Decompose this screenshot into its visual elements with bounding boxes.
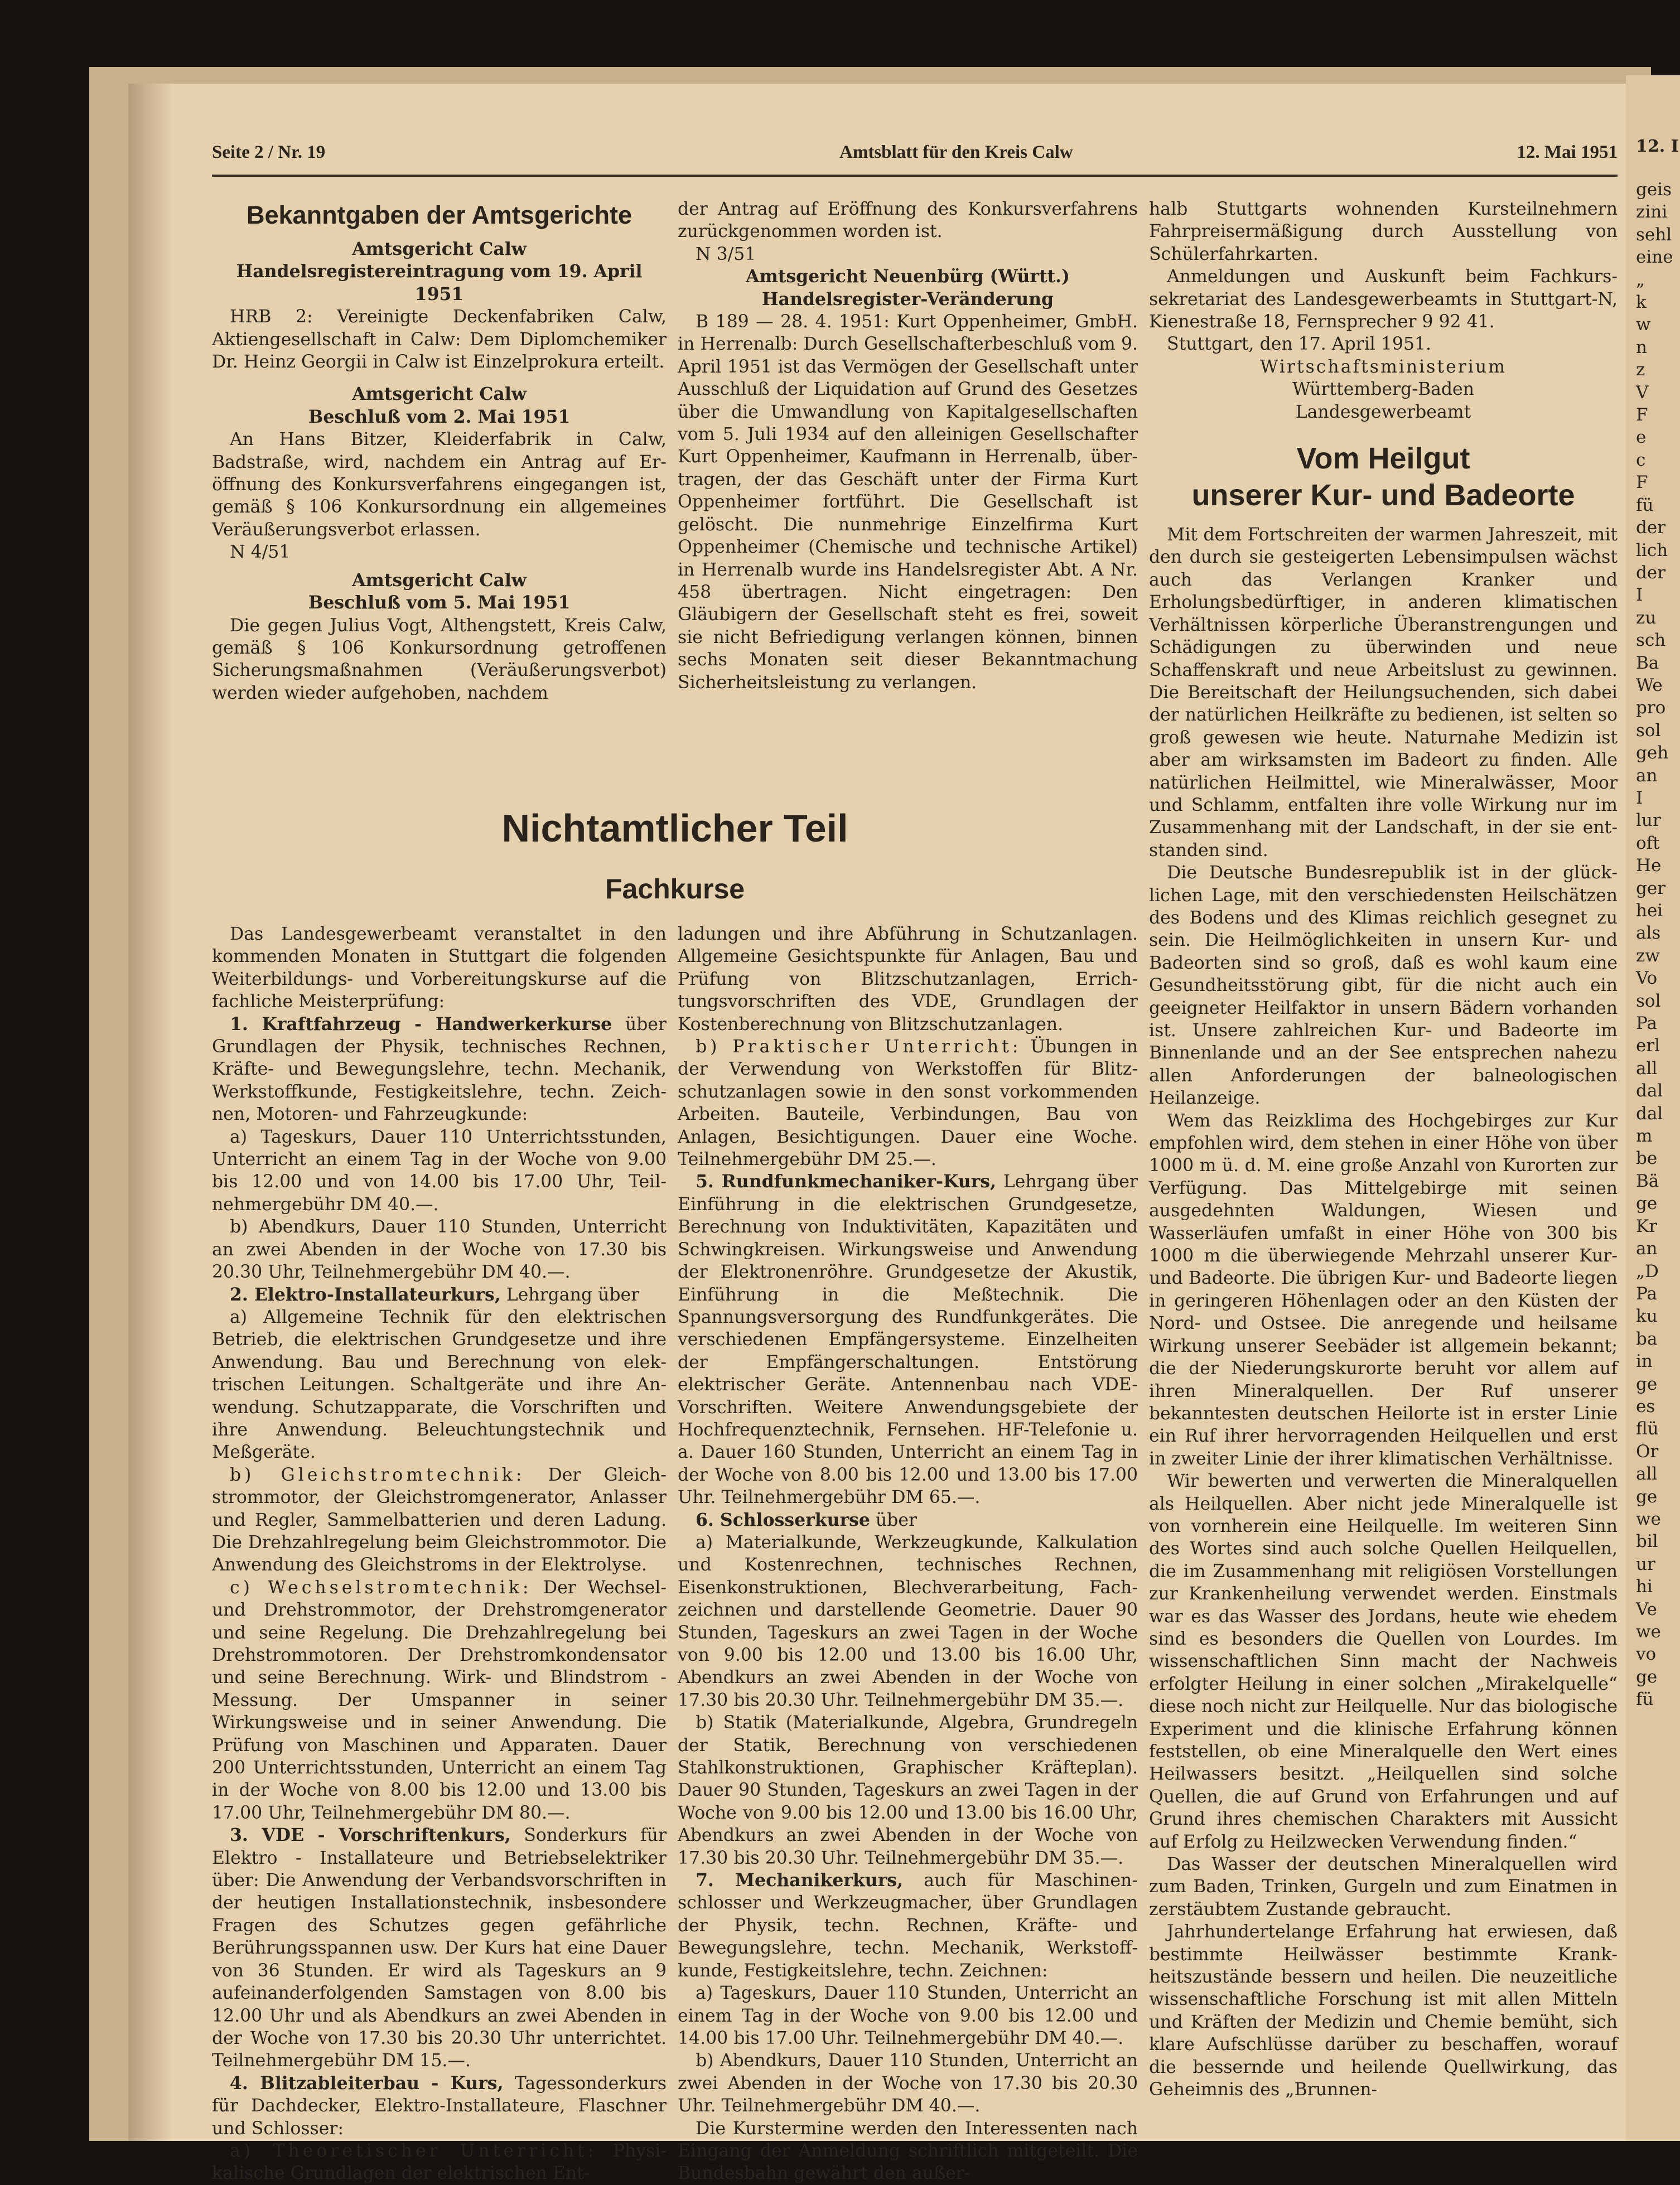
court-notices-column-2 — [678, 198, 1138, 694]
adjacent-text-fragment: c — [1636, 449, 1646, 470]
adjacent-text-fragment: all — [1636, 1058, 1658, 1079]
adjacent-text-fragment: flü — [1636, 1419, 1659, 1439]
adjacent-text-fragment: F — [1636, 405, 1648, 426]
adjacent-text-fragment: V — [1636, 382, 1649, 403]
masthead-page-number: Seite 2 / Nr. 19 — [212, 142, 326, 162]
adjacent-text-fragment: dal — [1636, 1081, 1663, 1101]
adjacent-text-fragment: we — [1636, 1622, 1661, 1642]
adjacent-text-fragment: Bä — [1636, 1171, 1659, 1191]
adjacent-text-fragment: all — [1636, 1464, 1658, 1485]
file-reference: N 3/51 — [696, 244, 756, 264]
paragraph: Anmeldungen und Auskunft beim Fachkurssekretariat des Landesgewerbeamts in Stuttgart-N, Kienestraße 18, Fernsprecher 9 92 41. — [1149, 267, 1618, 332]
article-paragraph: Die Deutsche Bundesrepublik ist in der glücklichen Lage, mit den verschiedensten Heilschätzen des Bodens und des Klimas reichlich gesegnet zu sein. Die Heilmöglichkeiten in unsern Kur- und Badeorten sind so groß, daß es wohl kaum eine Gesundheitsstörung gibt, für die nicht auch ein geeigneter Heilfaktor in unsern Bädern vorhanden ist. Unsere zahlreichen Kur- und Badeorte im Binnenlande und an der See entsprechen nahezu allen Anforderungen der balneologischen Heilanzeige. — [1149, 863, 1618, 1109]
article-title: Vom Heilgut unserer Kur- und Badeorte — [1191, 442, 1575, 513]
court-notice-text: B 189 — 28. 4. 1951: Kurt Oppenheimer, GmbH. in Herrenalb: Durch Gesellschafterbeschluß vom 9. April 1951 ist das Vermögen der Gesellschaft unter Ausschluß der Liquidation auf Grund des Gesetzes über die Umwandlung von Kapitalgesellschaften vom 5. Juli 1934 auf den alleinigen Gesellschafter Kurt Oppenheimer, Kaufmann in Herrenalb, übertragen, der das Geschäft unter der Firma Kurt Oppenheimer fortführt. Die Gesellschaft ist gelöscht. Die nunmehrige Einzelfirma Kurt Oppenheimer (Chemische und technische Artikel) in Herrenalb wurde ins Handelsregister Abt. A Nr. 458 übertragen. Nicht eingetragen: Den Gläubigern der Gesellschaft steht es frei, soweit sie nicht Befriedigung verlangen können, binnen sechs Monaten seit dieser Bekanntmachung Sicherheitsleistung zu verlangen. — [678, 312, 1138, 693]
paragraph: a) Tageskurs, Dauer 110 Stunden, Unterricht an einem Tag in der Woche von 9.00 bis 12.00 und 14.00 bis 17.00 Uhr. Teilnehmergebühr DM 40.—. — [678, 1983, 1138, 2048]
adjacent-text-fragment: We — [1636, 675, 1663, 695]
adjacent-text-fragment: z — [1636, 360, 1645, 380]
adjacent-text-fragment: sol — [1636, 720, 1661, 741]
adjacent-text-fragment: geh — [1636, 743, 1669, 763]
masthead-publication: Amtsblatt für den Kreis Calw — [839, 142, 1073, 162]
adjacent-text-fragment: es — [1636, 1396, 1655, 1417]
file-reference: N 4/51 — [230, 542, 291, 563]
column-3 — [1149, 198, 1618, 2101]
course-subitem: a) Theoretischer Unterricht: Physikalische Grundlagen der elektrischen Ent- — [212, 2140, 667, 2184]
paragraph: Die Kurstermine werden den Interessenten nach Eingang der Anmeldung schriftlich mitgeteilt. Die Bundesbahn gewährt den außer- — [678, 2118, 1138, 2184]
court-notice-text: An Hans Bitzer, Kleiderfabrik in Calw, Badstraße, wird, nachdem ein Antrag auf Eröffnung des Konkursverfahrens eingegangen ist, gemäß § 106 Konkursordnung ein allgemeines Veräußerungsverbot erlassen. — [212, 429, 667, 540]
adjacent-text-fragment: „ — [1636, 269, 1645, 290]
court-name: Amtsgericht Calw — [352, 384, 527, 405]
adjacent-text-fragment: ur — [1636, 1554, 1655, 1574]
adjacent-text-fragment: ge — [1636, 1486, 1658, 1507]
adjacent-text-fragment: erl — [1636, 1036, 1660, 1056]
adjacent-text-fragment: Vo — [1636, 968, 1658, 989]
adjacent-text-fragment: Pa — [1636, 1013, 1657, 1034]
adjacent-text-fragment: sehl — [1636, 224, 1672, 245]
binding-shadow — [128, 84, 173, 2141]
adjacent-text-fragment: bil — [1636, 1531, 1658, 1552]
adjacent-text-fragment: eine — [1636, 247, 1673, 268]
court-name: Amtsgericht Neuenbürg (Württ.) — [746, 266, 1070, 287]
paragraph: a) Tageskurs, Dauer 110 Unterrichtsstunden, Unterricht an einem Tag in der Woche von 9.00 bis 12.00 und von 14.00 bis 17.00 Uhr, Teilnehmergebühr DM 40.—. — [212, 1127, 667, 1215]
course-subitem: b) Praktischer Unterricht: Übungen in der Verwendung von Werkstoffen für Blitzschutzanlagen sowie in den sonst vorkommenden Arbeiten. Bauteile, Verbindungen, Bau von Anlagen, Besichtigungen. Dauer eine Woche. Teilnehmergebühr DM 25.—. — [678, 1037, 1138, 1170]
adjacent-text-fragment: Or — [1636, 1441, 1659, 1462]
article-paragraph: Wem das Reizklima des Hochgebirges zur Kur empfohlen wird, dem stehen in einer Höhe von über 1000 m ü. d. M. eine große Anzahl von Kurorten zur Verfügung. Das Mittelgebirge mit seinen ausgedehnten Waldungen, Wiesen und Wasserläufen umfaßt in einer Höhe von 300 bis 1000 m die überwiegende Mehrzahl unserer Kur- und Badeorte. Die übrigen Kur- und Badeorte liegen in geringeren Höhenlagen oder an den Küsten der Nord- und Ostsee. Die anregende und heilsame Wirkung unserer Seebäder ist allgemein bekannt; die der Niederungskurorte beruht vor allem auf ihren Mineralquellen. Der Ruf unserer bekanntesten deutschen Heilorte ist in erster Linie ein Ruf ihrer hervorragenden Heilquellen und erst in zweiter Linie der ihrer klimatischen Verhältnisse. — [1149, 1110, 1618, 1469]
court-notice-continued: der Antrag auf Eröffnung des Konkursverfahrens zurückgenommen worden ist. — [678, 199, 1138, 242]
article-paragraph: Wir bewerten und verwerten die Mineralquellen als Heilquellen. Aber nicht jede Mineralquelle ist von vornherein eine Heilquelle. Im weiteren Sinn des Wortes sind auch solche Quellen Heilquellen, die im Zusammenhang mit religiösen Vorstellungen zur Krankenheilung verwendet werden. Einstmals war es das Wasser des Jordans, heute wie ehedem sind es besonders die Quellen von Lourdes. Im wissenschaftlichen Sinn macht der Nachweis erfolgter Heilung in einer solchen „Mirakelquelle“ diese noch nicht zur Heilquelle. Nur das biologische Experiment und die klinische Erfahrung können feststellen, ob eine Mineralquelle den Wert eines Heilwassers besitzt. „Heilquellen sind solche Quellen, die auf Grund von Erfahrungen und auf Grund ihres chemischen Charakters mit Aussicht auf Erfolg zu Heilzwecken Verwendung finden.“ — [1149, 1471, 1618, 1852]
adjacent-text-fragment: zini — [1636, 202, 1668, 223]
course-item: 7. Mechanikerkurs, auch für Maschinenschlosser und Werkzeugmacher, über Grundlagen der Physik, techn. Rechnen, Kräfte- und Bewegungslehre, techn. Mechanik, Werkstoffkunde, Festigkeitslehre, techn. Zeichnen: — [678, 1870, 1138, 1981]
court-subject: Handelsregistereintragung vom 19. April 1951 — [236, 261, 643, 304]
adjacent-text-fragment: ge — [1636, 1193, 1658, 1214]
adjacent-text-fragment: m — [1636, 1126, 1653, 1147]
article-paragraph: Jahrhundertelange Erfahrung hat erwiesen, daß bestimmte Heilwässer bestimmte Krankheitszustände bessern und heilen. Die neuzeitliche wissenschaftliche Forschung ist mit allen Mitteln und Kräften der Medizin und Chemie bemüht, sich klare Aufschlüsse darüber zu beschaffen, worauf die bessernde und heilende Quellwirkung, das Geheimnis des „Brunnen- — [1149, 1922, 1618, 2100]
masthead-rule — [212, 175, 1618, 177]
course-item: 4. Blitzableiterbau - Kurs, Tagessonderkurs für Dachdecker, Elektro-Installateure, Flaschner und Schlosser: — [212, 2072, 667, 2139]
adjacent-text-fragment: oft — [1636, 833, 1660, 853]
signature-state: Württemberg-Baden — [1292, 379, 1474, 400]
section-title-nichtamtlicher-teil: Nichtamtlicher Teil — [501, 806, 848, 850]
course-item: 3. VDE - Vorschriftenkurs, Sonderkurs für Elektro - Installateure und Betriebselektriker über: Die Anwendung der Verbandsvorschriften in der heutigen Installationstechnik, insbesondere Fragen des Schutzes gegen gefährliche Berührungsspannen usw. Der Kurs hat eine Dauer von 36 Stunden. Er wird als Tageskurs an 9 aufeinanderfolgenden Samstagen von 8.00 bis 12.00 Uhr und als Abendkurs an zwei Abenden in der Woche von 17.30 bis 20.30 Uhr unterrichtet. Teilnehmergebühr DM 15.—. — [212, 1825, 667, 2071]
paragraph: a) Allgemeine Technik für den elektrischen Betrieb, die elektrischen Grundgesetze und ihre Anwendung. Bau und Berechnung von elektrischen Leitungen. Schaltgeräte und ihre Anwendung. Schutzapparate, die Vorschriften und ihre Anwendung. Beleuchtungstechnik und Meßgeräte. — [212, 1307, 667, 1463]
adjacent-text-fragment: sch — [1636, 630, 1666, 651]
course-subitem: b) Gleichstromtechnik: Der Gleichstrommotor, der Gleichstromgenerator, Anlasser und Regler, Sammelbatterien und deren Ladung. Die Drehzahlregelung beim Gleichstrommotor. Die Anwendung des Gleichstroms in der Elektrolyse. — [212, 1464, 667, 1575]
adjacent-page-fragment — [1626, 75, 1680, 2141]
adjacent-page-header: 12. I — [1636, 137, 1679, 156]
adjacent-text-fragment: I — [1636, 787, 1643, 808]
adjacent-text-fragment: ba — [1636, 1328, 1658, 1349]
adjacent-text-fragment: w — [1636, 315, 1651, 335]
court-notices-column-1 — [212, 198, 667, 704]
signature-office: Landesgewerbeamt — [1295, 402, 1471, 422]
signature-ministry: Wirtschaftsministerium — [1259, 356, 1507, 377]
article-paragraph: Mit dem Fortschreiten der warmen Jahreszeit, mit den durch sie gesteigerten Lebensimpulsen wächst auch das Verlangen Kranker und Erholungsbedürftiger, in anderen klimatischen Verhältnissen körperliche Überanstrengungen und Schädigungen zu überwinden und neue Schaffenskraft und neue Arbeitslust zu gewinnen. Die Bereitschaft der Heilungsuchenden, sich dabei der natürlichen Heilkräfte zu bedienen, ist selten so groß gewesen wie heute. Naturnahe Medizin ist aber am wirksamsten im Badeort zu finden. Alle natürlichen Heilmittel, wie Mineralwässer, Moor und Schlamm, entfalten ihre volle Wirkung nur im Zusammenhang mit der Landschaft, in der sie entstanden sind. — [1149, 525, 1618, 861]
adjacent-text-fragment: pro — [1636, 698, 1666, 718]
adjacent-text-fragment: lich — [1636, 540, 1668, 560]
adjacent-text-fragment: ge — [1636, 1666, 1658, 1687]
court-subject: Beschluß vom 2. Mai 1951 — [308, 406, 571, 427]
masthead — [212, 142, 1618, 176]
dateline: Stuttgart, den 17. April 1951. — [1167, 334, 1432, 355]
adjacent-text-fragment: be — [1636, 1148, 1658, 1169]
fachkurse-column-1 — [212, 923, 667, 2185]
adjacent-text-fragment: „D — [1636, 1261, 1659, 1282]
adjacent-text-fragment: als — [1636, 923, 1661, 944]
paragraph: ladungen und ihre Abführung in Schutzanlagen. Allgemeine Gesichtspunkte für Anlagen, Bau und Prüfung von Blitzschutzanlagen, Errichtungsvorschriften des VDE, Grundlagen der Kostenberechnung von Blitzschutzanlagen. — [678, 924, 1138, 1035]
adjacent-text-fragment: e — [1636, 427, 1647, 448]
court-notices-title: Bekanntgaben der Amtsgerichte — [247, 201, 632, 229]
court-subject: Beschluß vom 5. Mai 1951 — [308, 592, 571, 613]
paragraph: b) Abendkurs, Dauer 110 Stunden, Unterricht an zwei Abenden in der Woche von 17.30 bis 20.30 Uhr. Teilnehmergebühr DM 40.—. — [678, 2051, 1138, 2116]
adjacent-page-text — [1626, 178, 1680, 1711]
adjacent-text-fragment: Ba — [1636, 652, 1659, 673]
adjacent-text-fragment: we — [1636, 1509, 1661, 1529]
masthead-date: 12. Mai 1951 — [1517, 142, 1618, 162]
adjacent-text-fragment: dal — [1636, 1103, 1663, 1124]
paragraph: Das Landesgewerbeamt veranstaltet in den kommenden Monaten in Stuttgart die folgenden Weiterbildungs- und Vorbereitungskurse auf die fachliche Meisterprüfung: — [212, 924, 667, 1012]
newspaper-page — [128, 84, 1629, 2184]
adjacent-text-fragment: in — [1636, 1351, 1653, 1372]
adjacent-text-fragment: vo — [1636, 1644, 1657, 1665]
adjacent-text-fragment: der — [1636, 562, 1666, 583]
court-subject: Handelsregister-Veränderung — [761, 288, 1054, 310]
adjacent-text-fragment: fü — [1636, 495, 1654, 515]
adjacent-text-fragment: He — [1636, 855, 1662, 876]
paragraph: b) Abendkurs, Dauer 110 Stunden, Unterricht an zwei Abenden in der Woche von 17.30 bis 20.30 Uhr, Teilnehmergebühr DM 40.—. — [212, 1217, 667, 1283]
adjacent-text-fragment: I — [1636, 585, 1643, 606]
adjacent-text-fragment: ger — [1636, 878, 1666, 898]
adjacent-text-fragment: hi — [1636, 1577, 1653, 1597]
adjacent-text-fragment: geis — [1636, 180, 1672, 200]
adjacent-text-fragment: an — [1636, 765, 1658, 786]
section-subtitle-fachkurse: Fachkurse — [605, 873, 745, 905]
paragraph: b) Statik (Materialkunde, Algebra, Grundregeln der Statik, Berechnung von verschiedenen Stahlkonstruktionen, Graphischer Kräfteplan). Dauer 90 Stunden, Tageskurs an zwei Tagen in der Woche von 9.00 bis 12.00 und 13.00 bis 16.00 Uhr, Abendkurs an zwei Abenden in der Woche von 17.30 bis 20.30 Uhr. Teilnehmergebühr DM 35.—. — [678, 1713, 1138, 1868]
adjacent-text-fragment: sol — [1636, 990, 1661, 1011]
adjacent-text-fragment: hei — [1636, 901, 1663, 921]
adjacent-text-fragment: Pa — [1636, 1283, 1657, 1304]
course-subitem: c) Wechselstromtechnik: Der Wechsel- und Drehstrommotor, der Drehstromgenerator und seine Regelung. Die Drehzahlregelung bei Drehstrommotoren. Der Drehstromkondensator und seine Berechnung. Wirk- und Blindstrom - Messung. Der Umspanner in seiner Wirkungsweise und in seiner Anwendung. Die Prüfung von Maschinen und Apparaten. Dauer 200 Unterrichtsstunden, Unterricht an einem Tag in der Woche von 8.00 bis 12.00 und 13.00 bis 17.00 Uhr, Teilnehmergebühr DM 80.—. — [212, 1577, 667, 1823]
adjacent-text-fragment: ge — [1636, 1374, 1658, 1394]
adjacent-text-fragment: an — [1636, 1239, 1658, 1259]
paragraph: halb Stuttgarts wohnenden Kursteilnehmern Fahrpreisermäßigung durch Ausstellung von Schülerfahrkarten. — [1149, 199, 1618, 264]
course-item: 5. Rundfunkmechaniker-Kurs, Lehrgang über Einführung in die elektrischen Grundgesetze, Berechnung von Induktivitäten, Kapazitäten und Schwingkreisen. Wirkungsweise und Anwendung der Elektronenröhre. Grundgesetze der Akustik, Einführung in die Meßtechnik. Die Spannungsversorgung des Rundfunkgerätes. Die verschiedenen Empfängersysteme. Einzelheiten der Empfängerschaltungen. Entstörung elektrischer Geräte. Antennenbau nach VDE-Vorschriften. Weitere Anwendungsgebiete der Hochfrequenztechnik, Fernsehen. HF-Telefonie u. a. Dauer 160 Stunden, Unterricht an einem Tag in der Woche von 8.00 bis 12.00 und 13.00 bis 17.00 Uhr. Teilnehmergebühr DM 65.—. — [678, 1171, 1138, 1508]
adjacent-text-fragment: F — [1636, 472, 1648, 493]
court-notice-text: HRB 2: Vereinigte Deckenfabriken Calw, Aktiengesellschaft in Calw: Dem Diplomchemiker Dr. Heinz Georgii in Calw ist Einzelprokura erteilt. — [212, 307, 667, 373]
adjacent-text-fragment: Ve — [1636, 1599, 1657, 1620]
adjacent-text-fragment: zu — [1636, 607, 1657, 628]
fachkurse-column-2 — [678, 923, 1138, 2185]
course-item: 1. Kraftfahrzeug - Handwerkerkurse über Grundlagen der Physik, technisches Rechnen, Kräfte- und Bewegungslehre, techn. Mechanik, Werkstoffkunde, Festigkeitslehre, techn. Zeichnen, Motoren- und Fahrzeugkunde: — [212, 1013, 667, 1125]
course-item: 2. Elektro-Installateurkurs, Lehrgang über — [230, 1284, 640, 1305]
adjacent-text-fragment: k — [1636, 292, 1647, 313]
adjacent-text-fragment: ku — [1636, 1306, 1658, 1327]
adjacent-text-fragment: der — [1636, 518, 1666, 538]
adjacent-text-fragment: zw — [1636, 945, 1660, 966]
adjacent-text-fragment: lur — [1636, 810, 1661, 831]
adjacent-text-fragment: Kr — [1636, 1216, 1657, 1236]
court-name: Amtsgericht Calw — [352, 569, 527, 591]
court-notice-text: Die gegen Julius Vogt, Althengstett, Kreis Calw, gemäß § 106 Konkursordnung getroffenen Sicherungsmaßnahmen (Veräußerungsverbot) werden wieder aufgehoben, nachdem — [212, 615, 667, 703]
course-item: 6. Schlosserkurse über — [696, 1509, 918, 1530]
adjacent-text-fragment: fü — [1636, 1689, 1654, 1710]
article-paragraph: Das Wasser der deutschen Mineralquellen wird zum Baden, Trinken, Gurgeln und zum Einatmen in zerstäubtem Zustande gebraucht. — [1149, 1854, 1618, 1920]
court-name: Amtsgericht Calw — [352, 239, 527, 259]
adjacent-text-fragment: n — [1636, 337, 1647, 357]
paragraph: a) Materialkunde, Werkzeugkunde, Kalkulation und Kostenrechnen, technisches Rechnen, Eisenkonstruktionen, Blechverarbeitung, Fachzeichnen und darstellende Geometrie. Dauer 90 Stunden, Tageskurs an zwei Tagen in der Woche von 9.00 bis 12.00 und 13.00 bis 16.00 Uhr, Abendkurs an zwei Abenden in der Woche von 17.30 bis 20.30 Uhr. Teilnehmergebühr DM 35.—. — [678, 1532, 1138, 1710]
